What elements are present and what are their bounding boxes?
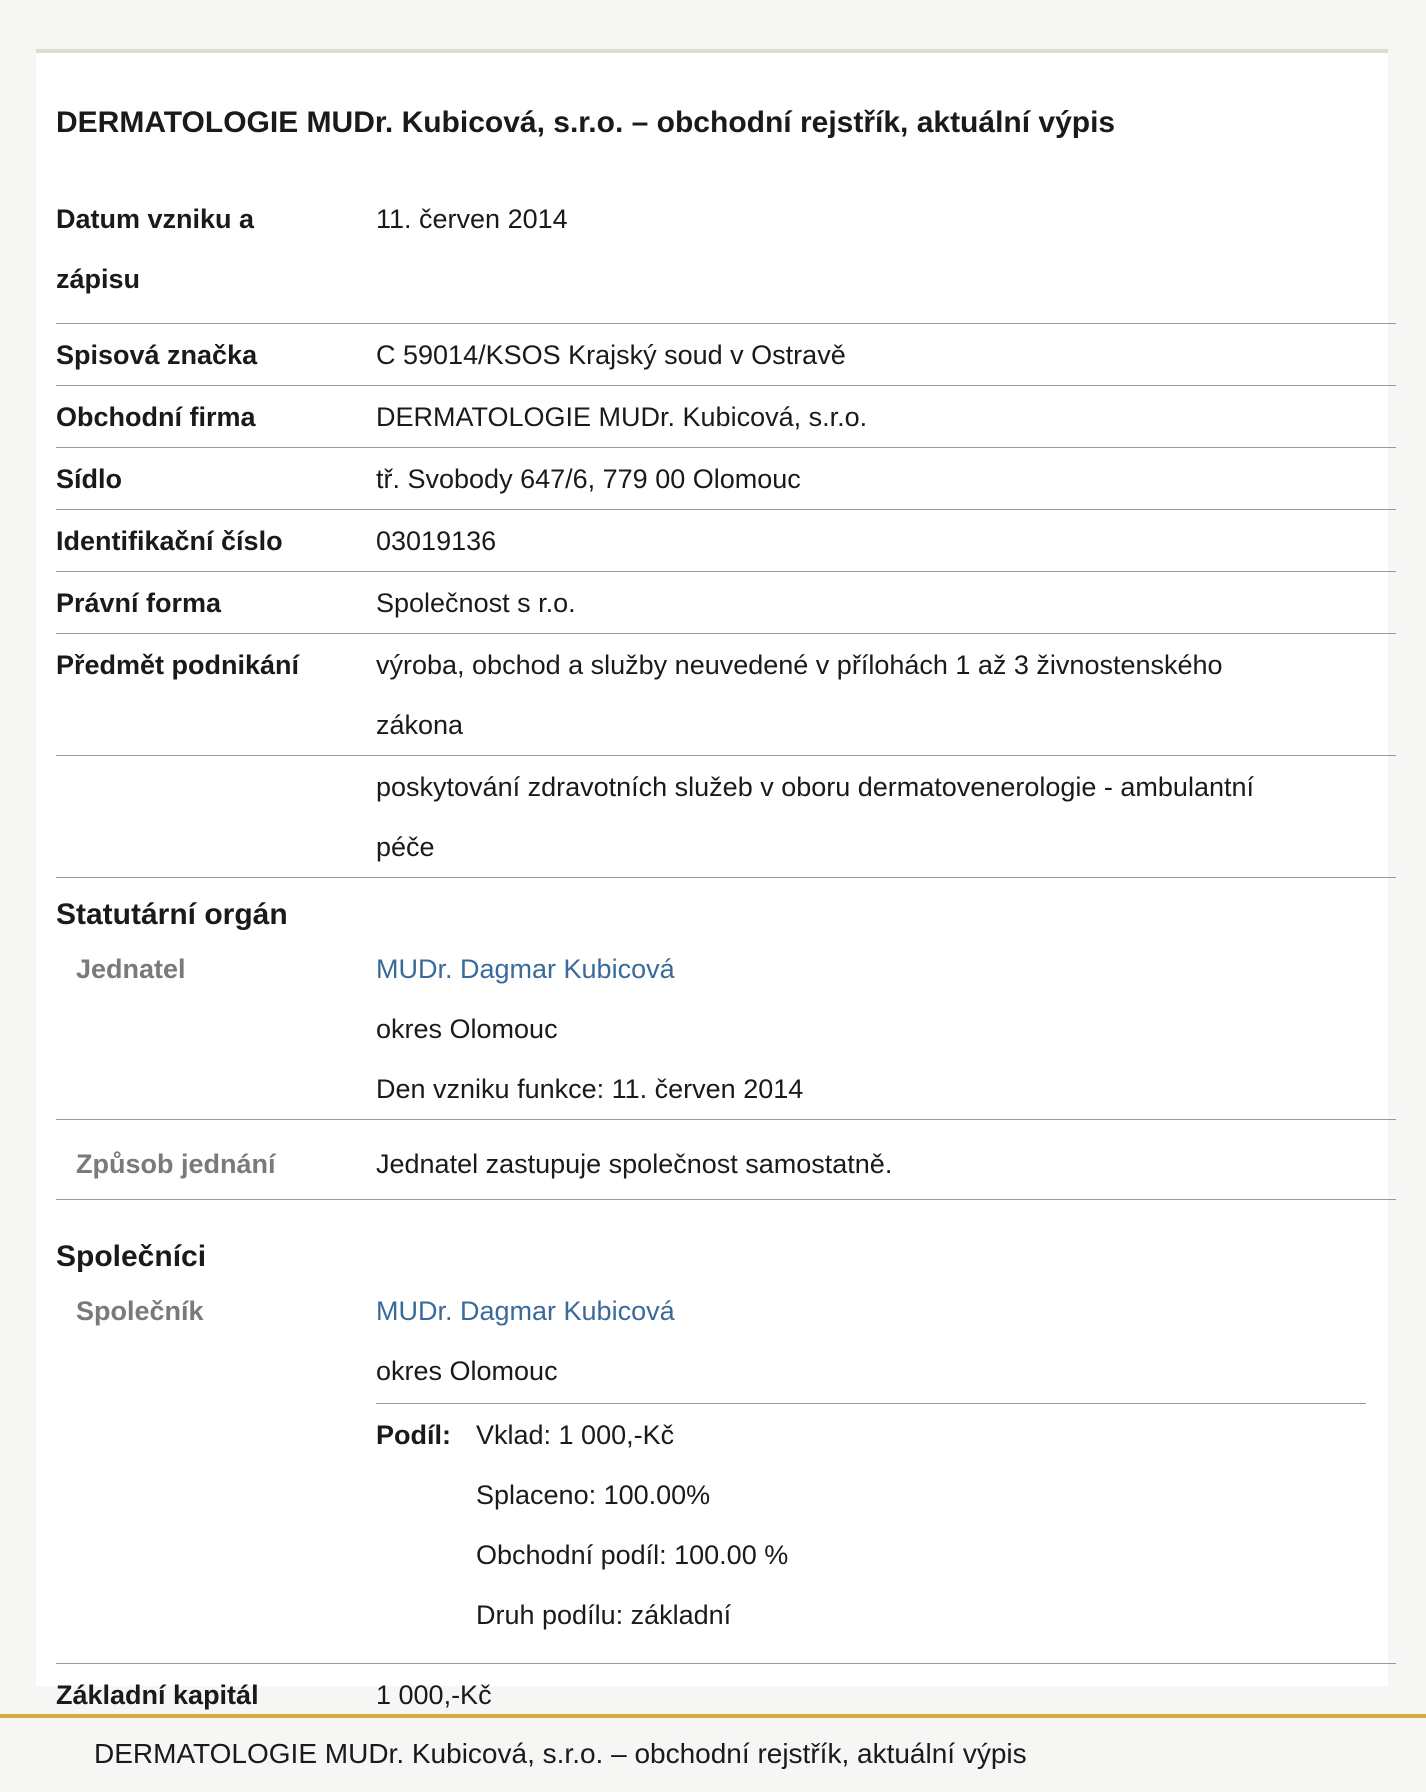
label-jednatel: Jednatel bbox=[76, 954, 186, 984]
value-predmet-2-line-2: péče bbox=[376, 832, 435, 862]
footer-title: DERMATOLOGIE MUDr. Kubicová, s.r.o. – obchodní rejstřík, aktuální výpis bbox=[94, 1738, 1027, 1769]
value-zakladni-kapital: 1 000,-Kč bbox=[376, 1680, 492, 1710]
row-spisova-znacka bbox=[56, 325, 1396, 386]
row-pravni-forma bbox=[56, 573, 1396, 634]
value-jednatel-den-vzniku: Den vzniku funkce: 11. červen 2014 bbox=[376, 1074, 804, 1104]
value-druh-podilu: Druh podílu: základní bbox=[476, 1600, 732, 1630]
label-pravni-forma: Právní forma bbox=[56, 588, 222, 618]
page-footer bbox=[0, 1714, 1426, 1792]
row-predmet-podnikani-1 bbox=[56, 635, 1396, 756]
section-spolecnici: Společníci bbox=[56, 1240, 207, 1273]
value-sidlo: tř. Svobody 647/6, 779 00 Olomouc bbox=[376, 464, 801, 494]
label-datum-vzniku-1: Datum vzniku a bbox=[56, 204, 255, 234]
label-zpusob-jednani: Způsob jednání bbox=[76, 1149, 276, 1179]
value-obchodni-firma: DERMATOLOGIE MUDr. Kubicová, s.r.o. bbox=[376, 402, 868, 432]
value-datum-vzniku: 11. červen 2014 bbox=[376, 204, 568, 234]
label-spolecnik: Společník bbox=[76, 1296, 204, 1326]
link-spolecnik-name[interactable]: MUDr. Dagmar Kubicová bbox=[376, 1296, 675, 1326]
value-splaceno: Splaceno: 100.00% bbox=[476, 1480, 711, 1510]
value-predmet-1-line-1: výroba, obchod a služby neuvedené v přílohách 1 až 3 živnostenského bbox=[376, 650, 1223, 680]
row-predmet-podnikani-2 bbox=[56, 757, 1396, 878]
label-identifikacni-cislo: Identifikační číslo bbox=[56, 526, 283, 556]
podil-divider bbox=[376, 1403, 1366, 1404]
registry-card bbox=[36, 49, 1388, 1710]
value-predmet-1-line-2: zákona bbox=[376, 710, 464, 740]
row-identifikacni-cislo bbox=[56, 511, 1396, 572]
row-spolecnik bbox=[56, 1281, 1396, 1664]
label-zakladni-kapital: Základní kapitál bbox=[56, 1680, 259, 1710]
label-sidlo: Sídlo bbox=[56, 464, 122, 494]
section-statutarni-organ: Statutární orgán bbox=[56, 898, 288, 931]
link-jednatel-name[interactable]: MUDr. Dagmar Kubicová bbox=[376, 954, 675, 984]
value-spolecnik-okres: okres Olomouc bbox=[376, 1356, 558, 1386]
label-spisova-znacka: Spisová značka bbox=[56, 340, 258, 370]
page-title: DERMATOLOGIE MUDr. Kubicová, s.r.o. – obchodní rejstřík, aktuální výpis bbox=[56, 106, 1116, 139]
value-zpusob-jednani: Jednatel zastupuje společnost samostatně. bbox=[376, 1149, 893, 1179]
label-datum-vzniku-2: zápisu bbox=[56, 264, 141, 294]
label-predmet-podnikani: Předmět podnikání bbox=[56, 650, 300, 680]
row-jednatel bbox=[56, 939, 1396, 1120]
row-obchodni-firma bbox=[56, 387, 1396, 448]
value-vklad: Vklad: 1 000,-Kč bbox=[476, 1420, 675, 1450]
value-jednatel-okres: okres Olomouc bbox=[376, 1014, 558, 1044]
row-zpusob-jednani bbox=[56, 1129, 1396, 1200]
row-sidlo bbox=[56, 449, 1396, 510]
label-obchodni-firma: Obchodní firma bbox=[56, 402, 256, 432]
value-pravni-forma: Společnost s r.o. bbox=[376, 588, 576, 618]
value-obchodni-podil: Obchodní podíl: 100.00 % bbox=[476, 1540, 789, 1570]
label-podil: Podíl: bbox=[376, 1420, 451, 1450]
value-spisova-znacka: C 59014/KSOS Krajský soud v Ostravě bbox=[376, 340, 846, 370]
value-predmet-2-line-1: poskytování zdravotních služeb v oboru dermatovenerologie - ambulantní bbox=[376, 772, 1255, 802]
value-identifikacni-cislo: 03019136 bbox=[376, 526, 497, 556]
row-datum-vzniku bbox=[56, 189, 1396, 324]
